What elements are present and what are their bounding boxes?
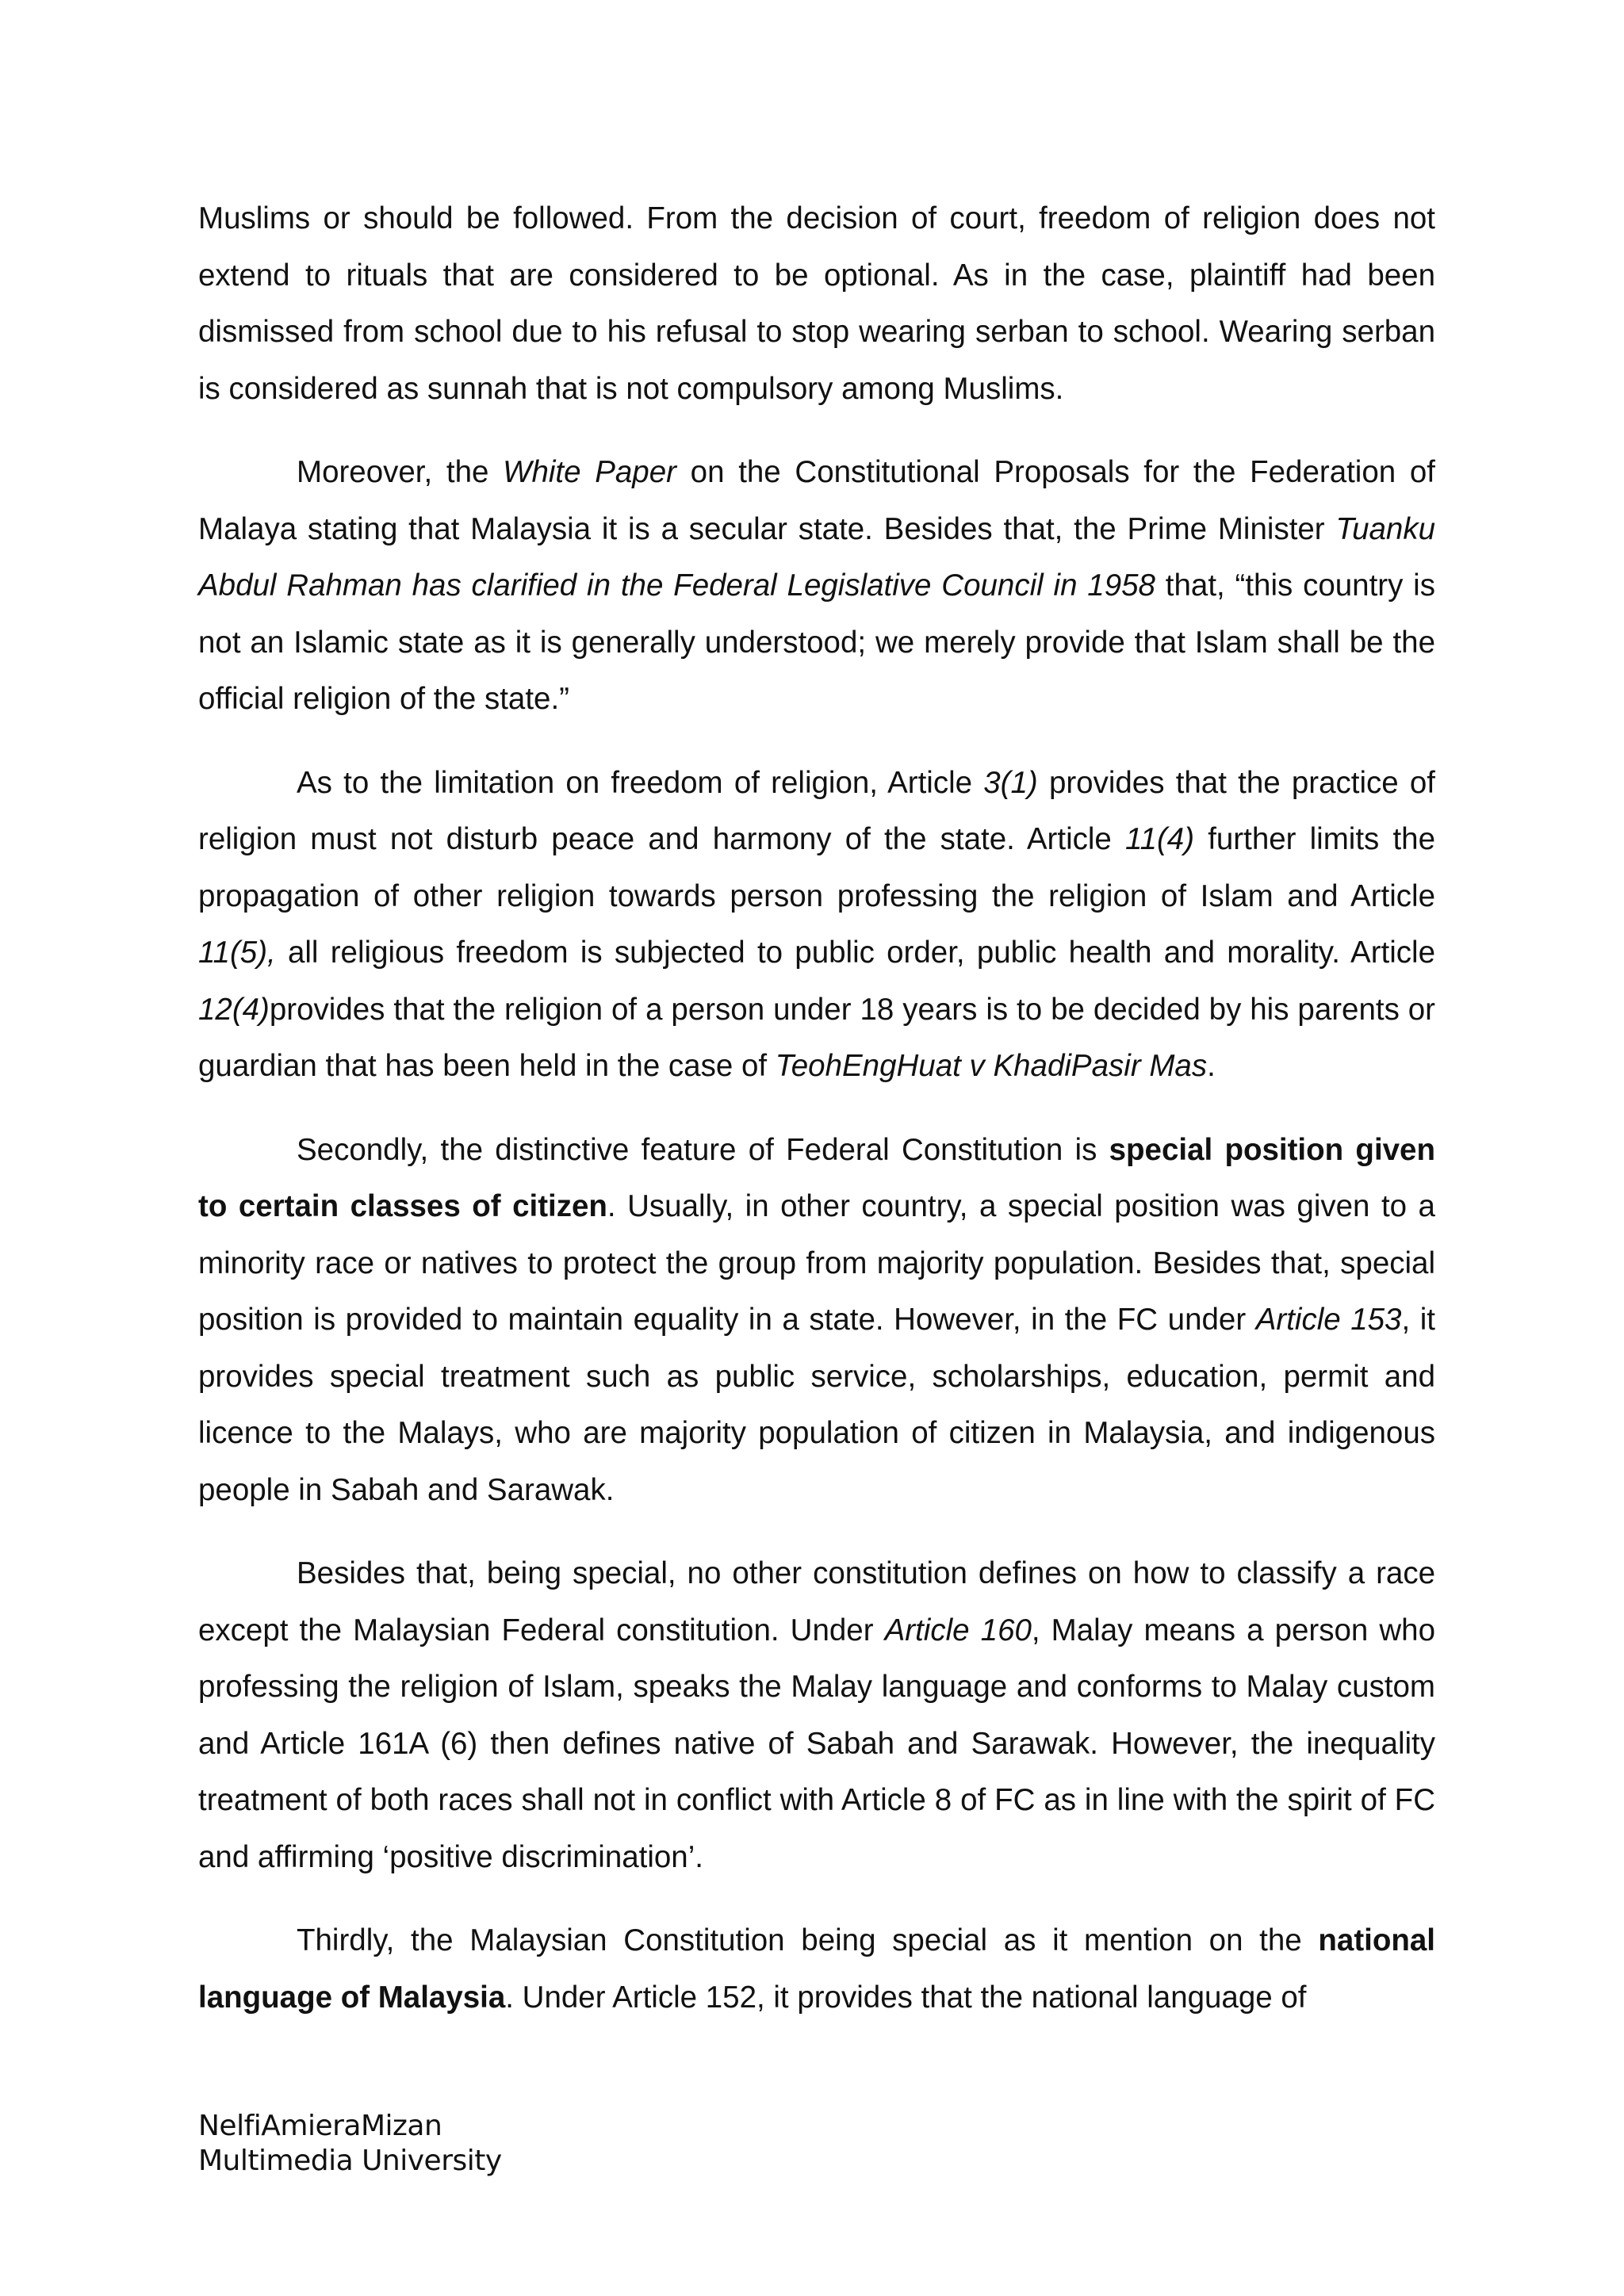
text-run: Muslims or should be followed. From the decision of court, freedom of religion does not extend to rituals that are considered to be optional. As in the case, plaintiff had been dismissed from school due to his refusal to stop wearing serban to school. Wearing serban is considered as sunnah that is not compulsory among Muslims. bbox=[198, 201, 1435, 406]
text-run: . Usually, in other country, a special position was given to a minority race or natives to protect the group from majority population. Besides that, special position is provided to maintain equality in a state. However, in the FC under bbox=[198, 1189, 1435, 1337]
text-run: Besides that, being special, no other constitution defines on how to classify a race except the Malaysian Federal constitution. Under bbox=[198, 1556, 1435, 1647]
italic-run: Article 153 bbox=[1255, 1303, 1402, 1337]
italic-run: Tuanku Abdul Rahman has clarified in the Federal Legislative Council in 1958 bbox=[198, 511, 1435, 603]
paragraph-3 bbox=[198, 755, 1435, 1095]
page-footer bbox=[198, 2109, 502, 2179]
text-run: further limits the propagation of other religion towards person professing the religion of Islam and Article bbox=[198, 822, 1435, 913]
paragraph-1 bbox=[198, 190, 1435, 417]
italic-run: 3(1) bbox=[983, 765, 1038, 800]
bold-run: national language of Malaysia bbox=[198, 1923, 1435, 2015]
italic-run: 11(4) bbox=[1125, 822, 1195, 856]
text-run: that, “this country is not an Islamic state as it is generally understood; we merely provide that Islam shall be the official religion of the state.” bbox=[198, 568, 1435, 716]
text-run: As to the limitation on freedom of religion, Article bbox=[297, 765, 984, 800]
bold-run: special position given to certain classes of citizen bbox=[198, 1132, 1435, 1223]
italic-run: White Paper bbox=[503, 455, 676, 489]
text-run: , it provides special treatment such as public service, scholarships, education, permit and licence to the Malays, who are majority population of citizen in Malaysia, and indigenous people in Sabah and Sarawak. bbox=[198, 1303, 1435, 1507]
text-run: Thirdly, the Malaysian Constitution being special as it mention on the bbox=[297, 1923, 1319, 1957]
paragraph-2 bbox=[198, 444, 1435, 728]
footer-author: NelfiAmieraMizan bbox=[198, 2110, 442, 2142]
text-run: provides that the religion of a person under 18 years is to be decided by his parents or guardian that has been held in the case of bbox=[198, 992, 1435, 1083]
italic-run: TeohEngHuat v KhadiPasir Mas bbox=[775, 1049, 1208, 1083]
paragraph-5 bbox=[198, 1545, 1435, 1885]
italic-run: 11(5), bbox=[198, 936, 276, 970]
footer-institution: Multimedia University bbox=[198, 2145, 502, 2177]
text-run: all religious freedom is subjected to public order, public health and morality. Article bbox=[275, 936, 1435, 970]
italic-run: 12(4) bbox=[198, 992, 270, 1027]
paragraph-6 bbox=[198, 1912, 1435, 2026]
text-run: provides that the practice of religion must not disturb peace and harmony of the state. Article bbox=[198, 765, 1435, 856]
italic-run: Article 160 bbox=[884, 1613, 1032, 1647]
text-run: Moreover, the bbox=[297, 455, 504, 489]
text-run: Secondly, the distinctive feature of Federal Constitution is bbox=[297, 1132, 1109, 1167]
text-run: , Malay means a person who professing the religion of Islam, speaks the Malay language and conforms to Malay custom and Article 161A (6) then defines native of Sabah and Sarawak. However, the inequality treatment of both races shall not in conflict with Article 8 of FC as in line with the spirit of FC and affirming ‘positive discrimination’. bbox=[198, 1613, 1435, 1874]
text-run: . Under Article 152, it provides that the national language of bbox=[505, 1980, 1307, 2015]
text-run: . bbox=[1207, 1049, 1216, 1083]
paragraph-4 bbox=[198, 1122, 1435, 1519]
text-run: on the Constitutional Proposals for the Federation of Malaya stating that Malaysia it is a secular state. Besides that, the Prime Minister bbox=[198, 455, 1435, 546]
document-body bbox=[198, 190, 1435, 2053]
